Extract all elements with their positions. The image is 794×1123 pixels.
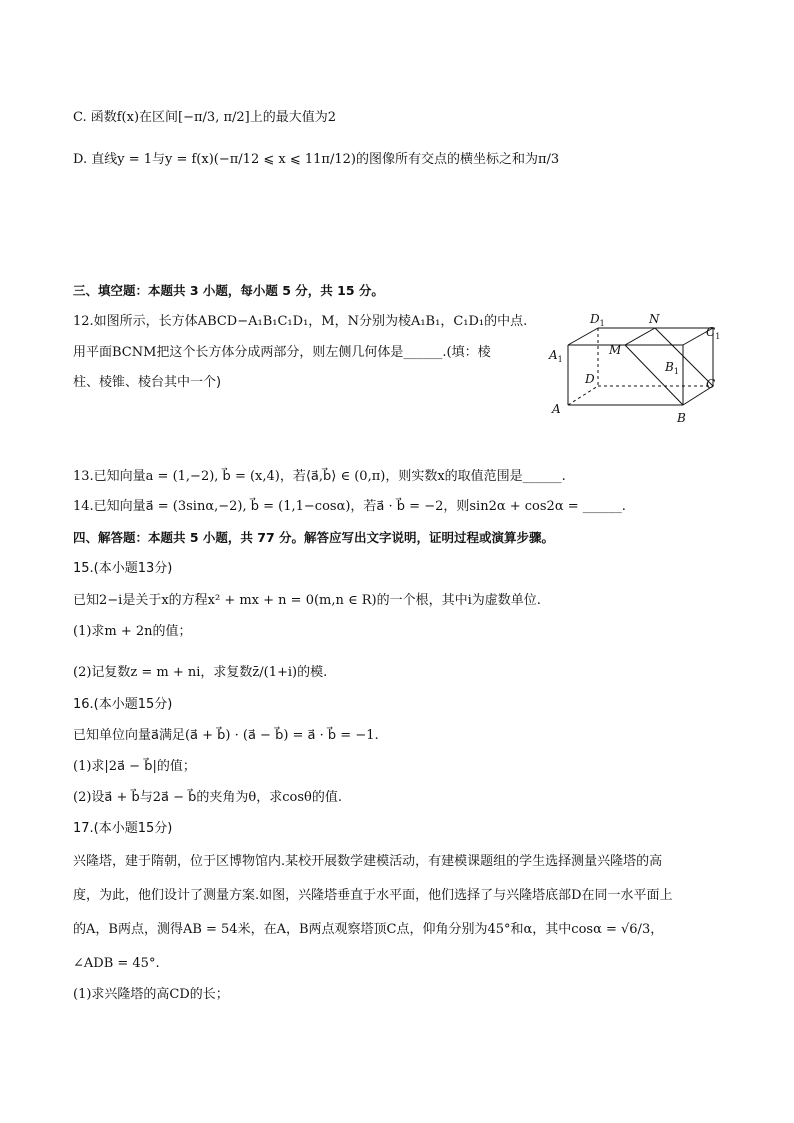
- segment-n-c: [655, 328, 713, 386]
- choice-d: D. 直线y = 1与y = f(x)(−π/12 ⩽ x ⩽ 11π/12)的图像所有交点的横坐标之和为π/3: [73, 152, 560, 167]
- q17-stem-line-4: ∠ADB = 45°.: [73, 956, 160, 971]
- cuboid-figure: [543, 310, 733, 430]
- q12-line-1: 12.如图所示，长方体ABCD−A₁B₁C₁D₁，M，N分别为棱A₁B₁，C₁D₁的中点.: [73, 314, 528, 329]
- label-d: D: [585, 372, 595, 386]
- q12-line-3: 柱、棱锥、棱台其中一个): [73, 375, 222, 390]
- q17-stem-line-2: 度，为此，他们设计了测量方案.如图，兴隆塔垂直于水平面，他们选择了与兴隆塔底部D在同一水平面上: [73, 888, 673, 903]
- edge-a1-d1: [568, 328, 598, 345]
- label-b1: $B_1$: [665, 360, 679, 376]
- label-d1: $D_1$: [590, 312, 605, 328]
- q17-part-1: (1)求兴隆塔的高CD的长；: [73, 987, 229, 1002]
- label-c1: $C_1$: [706, 325, 721, 341]
- q12-line-2: 用平面BCNM把这个长方体分成两部分，则左侧几何体是______.(填：棱: [73, 345, 491, 360]
- label-a1: $A_1$: [549, 348, 563, 364]
- choice-c: C. 函数f(x)在区间[−π/3, π/2]上的最大值为2: [73, 110, 336, 125]
- section-3-heading: 三、填空题：本题共 3 小题，每小题 5 分，共 15 分。: [73, 283, 384, 298]
- label-a: A: [552, 402, 561, 416]
- q16-stem: 已知单位向量a⃗满足(a⃗ + b⃗) · (a⃗ − b⃗) = a⃗ · b⃗ = −1.: [73, 728, 379, 743]
- q15-part-1: (1)求m + 2n的值；: [73, 624, 192, 639]
- label-m: M: [609, 343, 622, 357]
- q15-part-2: (2)记复数z = m + ni，求复数z̄/(1+i)的模.: [73, 665, 328, 680]
- q17-stem-line-1: 兴隆塔，建于隋朝，位于区博物馆内.某校开展数学建模活动，有建模课题组的学生选择测量兴隆塔的高: [73, 854, 663, 869]
- label-b: B: [677, 411, 686, 425]
- q13: 13.已知向量a = (1,−2), b⃗ = (x,4)，若⟨a⃗,b⃗⟩ ∈ (0,π)，则实数x的取值范围是______.: [73, 469, 566, 484]
- q16-part-1: (1)求|2a⃗ − b⃗|的值；: [73, 759, 196, 774]
- q14: 14.已知向量a⃗ = (3sinα,−2), b⃗ = (1,1−cosα)，若a⃗ · b⃗ = −2，则sin2α + cos2α = ______.: [73, 499, 626, 514]
- q17-stem-line-3: 的A，B两点，测得AB = 54米，在A，B两点观察塔顶C点，仰角分别为45°和α，其中cosα = √6/3，: [73, 922, 664, 937]
- q16-part-2: (2)设a⃗ + b⃗与2a⃗ − b⃗的夹角为θ，求cosθ的值.: [73, 790, 343, 805]
- label-n: N: [649, 312, 660, 326]
- cuboid-diagram: [543, 310, 733, 430]
- q17-title: 17.(本小题15分): [73, 821, 173, 836]
- q15-stem: 已知2−i是关于x的方程x² + mx + n = 0(m,n ∈ R)的一个根，其中i为虚数单位.: [73, 593, 541, 608]
- label-c: C: [706, 377, 716, 391]
- edge-a-d-hidden: [568, 386, 598, 405]
- section-4-heading: 四、解答题：本题共 5 小题，共 77 分。解答应写出文字说明，证明过程或演算步骤。: [73, 530, 555, 545]
- segment-m-n: [625, 328, 655, 345]
- q15-title: 15.(本小题13分): [73, 561, 173, 576]
- q16-title: 16.(本小题15分): [73, 697, 173, 712]
